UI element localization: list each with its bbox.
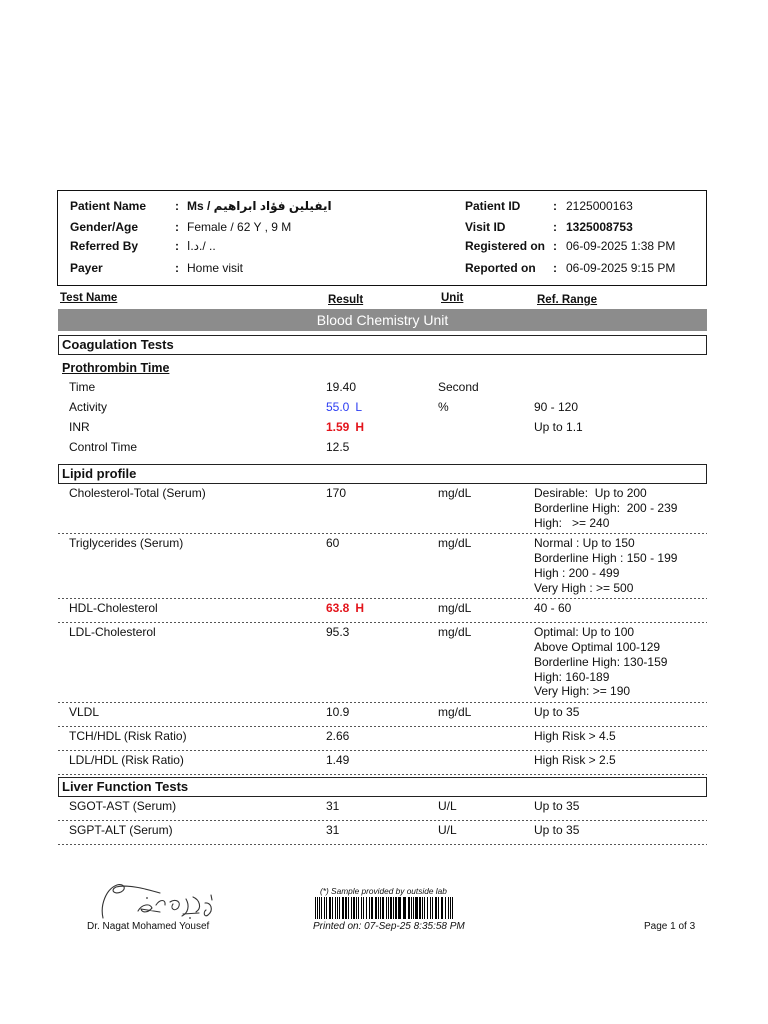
result-row-control-time: [58, 437, 707, 457]
barcode-bar: [393, 897, 394, 919]
barcode-bar: [332, 897, 333, 919]
section-title-coagulation: Coagulation Tests: [58, 335, 707, 355]
subsection-title-prothrombin: Prothrombin Time: [62, 361, 170, 375]
barcode-bar: [452, 897, 453, 919]
reference-range: Up to 35: [534, 799, 580, 813]
reported-on-label: Reported on: [465, 261, 536, 275]
separator-colon: :: [175, 199, 179, 213]
barcode-bar: [441, 897, 443, 919]
result-row-ldl-hdl-ratio: [58, 751, 707, 775]
test-name: Control Time: [69, 440, 138, 454]
gender-age-value: Female / 62 Y , 9 M: [187, 220, 292, 234]
reference-range: Up to 35: [534, 705, 580, 719]
result-value: 95.3: [326, 625, 350, 640]
separator-colon: :: [553, 239, 557, 253]
outside-lab-note: (*) Sample provided by outside lab: [320, 886, 447, 896]
reference-range: Up to 35: [534, 823, 580, 837]
reference-range: High Risk > 4.5: [534, 729, 616, 743]
barcode-bar: [450, 897, 451, 919]
unit: Second: [438, 380, 479, 394]
visit-id-label: Visit ID: [465, 220, 506, 234]
result-number: 63.8: [326, 601, 350, 616]
test-name: Time: [69, 380, 96, 394]
barcode-bar: [386, 897, 387, 919]
test-name: Cholesterol-Total (Serum): [69, 486, 206, 500]
reported-on-value: 06-09-2025 9:15 PM: [566, 261, 676, 275]
barcode-bar: [424, 897, 425, 919]
result-number: 55.0: [326, 400, 350, 414]
reference-range: High Risk > 2.5: [534, 753, 616, 767]
results-body: [58, 335, 707, 845]
barcode-bar: [430, 897, 431, 919]
barcode-bar: [337, 897, 338, 919]
column-header-unit: Unit: [441, 292, 464, 304]
barcode-bar: [319, 897, 320, 919]
separator-colon: :: [175, 220, 179, 234]
test-name: SGOT-AST (Serum): [69, 799, 177, 813]
unit: mg/dL: [438, 601, 472, 616]
test-name: LDL/HDL (Risk Ratio): [69, 753, 184, 767]
section-title-liver-function: Liver Function Tests: [58, 777, 707, 797]
department-bar: Blood Chemistry Unit: [58, 309, 707, 331]
result-row-vldl: [58, 703, 707, 727]
page-number: Page 1 of 3: [644, 921, 696, 932]
result-row-cholesterol-total: [58, 484, 707, 534]
barcode-bar: [329, 897, 331, 919]
unit: mg/dL: [438, 705, 472, 719]
barcode-bar: [403, 897, 406, 919]
high-flag: H: [355, 601, 365, 616]
result-value: 31: [326, 823, 340, 837]
registered-on-label: Registered on: [465, 239, 546, 253]
barcode-bar: [369, 897, 370, 919]
result-value: 12.5: [326, 440, 350, 454]
gender-age-label: Gender/Age: [70, 220, 139, 234]
barcode-bar: [395, 897, 397, 919]
barcode-bar: [382, 897, 384, 919]
barcode-bar: [435, 897, 437, 919]
barcode-bar: [375, 897, 377, 919]
result-row-inr: [58, 417, 707, 437]
barcode-bar: [415, 897, 418, 919]
referred-by-value: د.ا./ ..: [187, 239, 216, 253]
separator-colon: :: [553, 220, 557, 234]
result-row-sgot-ast: [58, 797, 707, 821]
barcode-bar: [315, 897, 316, 919]
result-row-tch-hdl-ratio: [58, 727, 707, 751]
test-name: LDL-Cholesterol: [69, 625, 156, 640]
barcode: [315, 897, 455, 919]
result-value: 170: [326, 486, 347, 500]
barcode-bar: [317, 897, 318, 919]
barcode-bar: [438, 897, 439, 919]
patient-id-value: 2125000163: [566, 199, 633, 213]
result-row-hdl-cholesterol: [58, 599, 707, 623]
barcode-bar: [363, 897, 364, 919]
barcode-bar: [388, 897, 389, 919]
test-name: Activity: [69, 400, 108, 414]
barcode-bar: [398, 897, 401, 919]
reference-range: Optimal: Up to 100 Above Optimal 100-129 Borderline High: 130-159 High: 160-189 Very High: >= 190: [534, 625, 668, 699]
doctor-name: Dr. Nagat Mohamed Yousef: [87, 921, 210, 932]
result-row-time: [58, 377, 707, 397]
result-row-ldl-cholesterol: [58, 623, 707, 703]
barcode-bar: [358, 897, 359, 919]
result-row-sgpt-alt: [58, 821, 707, 845]
result-value: 1.49: [326, 753, 350, 767]
unit: mg/dL: [438, 536, 472, 551]
barcode-bar: [356, 897, 357, 919]
low-flag: L: [355, 400, 363, 414]
reference-range: 90 - 120: [534, 400, 579, 414]
payer-label: Payer: [70, 261, 103, 275]
result-value-high: [326, 601, 438, 619]
barcode-bar: [411, 897, 412, 919]
referred-by-label: Referred By: [70, 239, 139, 253]
reference-range: Normal : Up to 150 Borderline High : 150 - 199 High : 200 - 499 Very High : >= 500: [534, 536, 678, 595]
separator-colon: :: [175, 261, 179, 275]
separator-colon: :: [553, 199, 557, 213]
barcode-bar: [366, 897, 367, 919]
reference-range: Up to 1.1: [534, 420, 583, 434]
unit: U/L: [438, 823, 457, 837]
barcode-bar: [345, 897, 347, 919]
barcode-bar: [321, 897, 322, 919]
test-name: Triglycerides (Serum): [69, 536, 184, 551]
coagulation-rows: [58, 377, 707, 457]
barcode-bar: [408, 897, 410, 919]
payer-value: Home visit: [187, 261, 244, 275]
barcode-bar: [361, 897, 362, 919]
separator-colon: :: [553, 261, 557, 275]
reference-range: 40 - 60: [534, 601, 572, 616]
result-value-high: [326, 417, 438, 437]
high-flag: H: [355, 420, 365, 434]
column-header-test-name: Test Name: [60, 292, 118, 304]
barcode-bar: [348, 897, 349, 919]
result-value: 10.9: [326, 705, 350, 719]
column-header-ref-range: Ref. Range: [537, 294, 598, 306]
result-row-triglycerides: [58, 534, 707, 599]
barcode-bar: [326, 897, 327, 919]
doctor-signature: [95, 875, 225, 925]
barcode-bar: [445, 897, 446, 919]
barcode-bar: [378, 897, 379, 919]
test-name: HDL-Cholesterol: [69, 601, 158, 616]
separator-colon: :: [175, 239, 179, 253]
result-value: 31: [326, 799, 340, 813]
barcode-bar: [335, 897, 336, 919]
test-name: TCH/HDL (Risk Ratio): [69, 729, 187, 743]
result-value: 2.66: [326, 729, 350, 743]
patient-id-label: Patient ID: [465, 199, 521, 213]
visit-id-value: 1325008753: [566, 220, 633, 234]
unit: mg/dL: [438, 625, 472, 640]
registered-on-value: 06-09-2025 1:38 PM: [566, 239, 676, 253]
result-value: 19.40: [326, 380, 357, 394]
barcode-bar: [380, 897, 381, 919]
patient-name-value: Ms / ايفيلين فؤاد ابراهيم: [187, 199, 332, 213]
barcode-bar: [339, 897, 340, 919]
barcode-bar: [390, 897, 392, 919]
test-name: SGPT-ALT (Serum): [69, 823, 173, 837]
test-name: VLDL: [69, 705, 100, 719]
test-name: INR: [69, 420, 90, 434]
barcode-bar: [419, 897, 421, 919]
barcode-bar: [432, 897, 433, 919]
section-title-lipid-profile: Lipid profile: [58, 464, 707, 484]
reference-range: Desirable: Up to 200 Borderline High: 200 - 239 High: >= 240: [534, 486, 678, 530]
unit: U/L: [438, 799, 457, 813]
barcode-bar: [413, 897, 414, 919]
barcode-bar: [353, 897, 355, 919]
barcode-bar: [351, 897, 352, 919]
result-value: 60: [326, 536, 340, 551]
barcode-bar: [342, 897, 344, 919]
barcode-bar: [427, 897, 428, 919]
barcode-bar: [324, 897, 325, 919]
barcode-bar: [422, 897, 423, 919]
result-value-low: [326, 397, 438, 417]
result-number: 1.59: [326, 420, 350, 434]
barcode-bar: [371, 897, 373, 919]
result-row-activity: [58, 397, 707, 417]
unit: mg/dL: [438, 486, 472, 500]
column-header-result: Result: [328, 294, 364, 306]
unit: %: [438, 400, 449, 414]
patient-name-label: Patient Name: [70, 199, 147, 213]
printed-on: Printed on: 07-Sep-25 8:35:58 PM: [313, 921, 465, 932]
barcode-bar: [448, 897, 449, 919]
